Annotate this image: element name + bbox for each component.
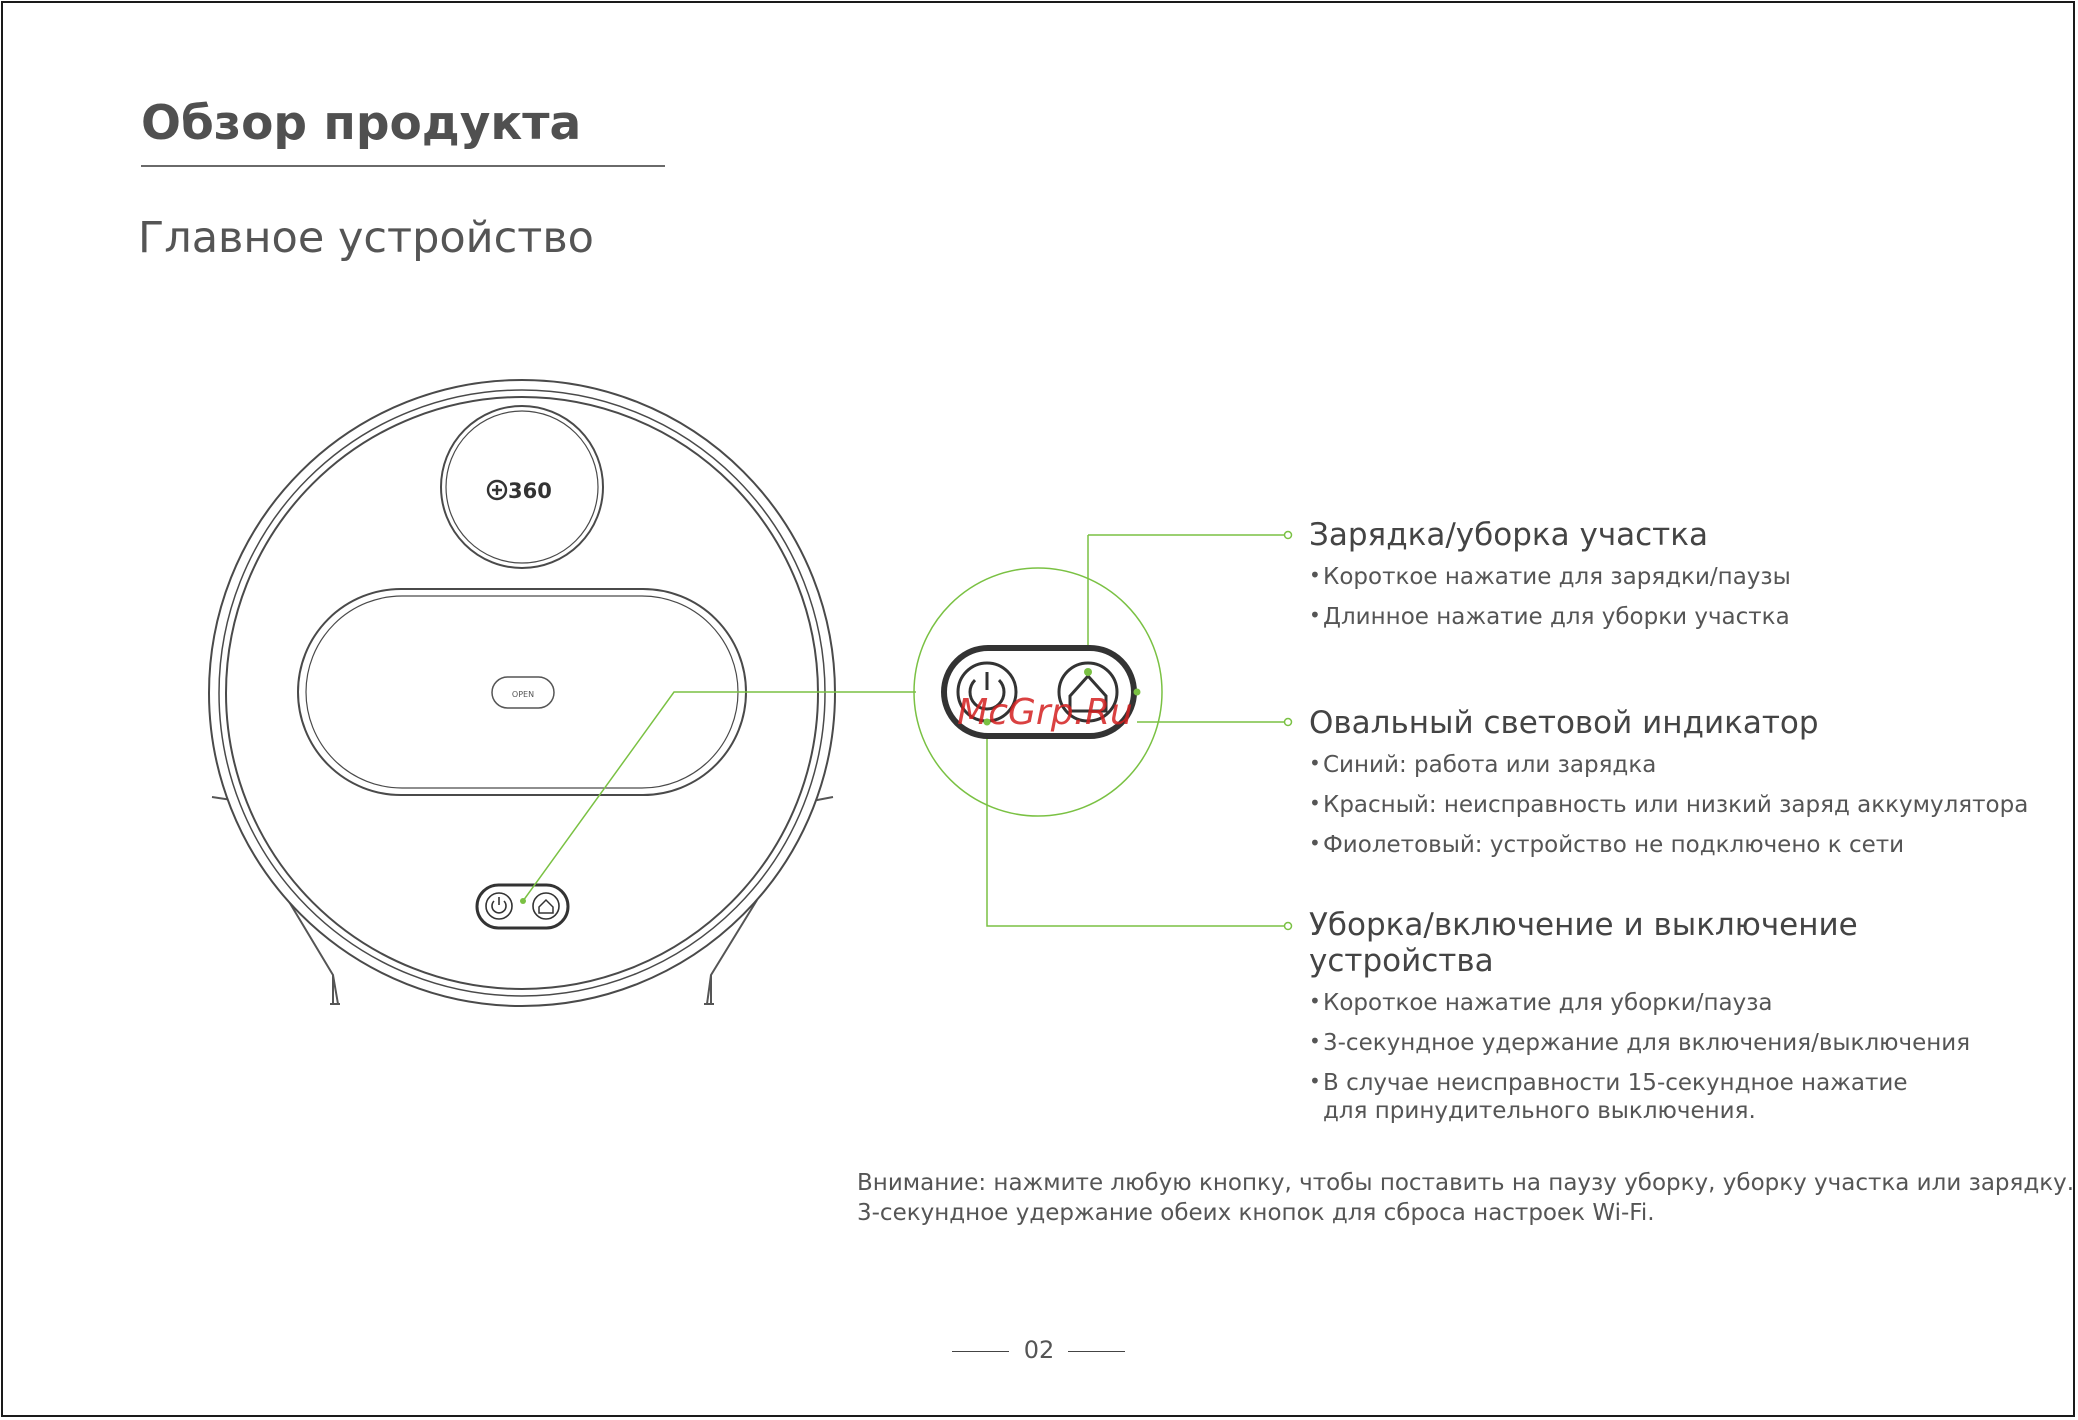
callout-list — [1309, 751, 2028, 859]
list-item: • В случае неисправности 15-секундное нажатие для принудительного выключения. — [1309, 1069, 1943, 1127]
callout-heading: Зарядка/уборка участка — [1309, 517, 1708, 553]
indicator-dot — [1134, 689, 1141, 696]
callout-list — [1309, 989, 2029, 1126]
robot-button-panel — [477, 885, 568, 928]
list-item: • Красный: неисправность или низкий заряд аккумулятора — [1309, 791, 2028, 820]
list-item: • Короткое нажатие для зарядки/паузы — [1309, 563, 1791, 592]
attention-note — [857, 1168, 2074, 1228]
callout-heading: Овальный световой индикатор — [1309, 705, 1819, 741]
callout-heading: Уборка/включение и выключение устройства — [1309, 907, 1858, 979]
callout-oval-indicator — [1309, 705, 2028, 870]
page-title: Обзор продукта — [141, 96, 582, 151]
list-item: • Фиолетовый: устройство не подключено к сети — [1309, 831, 2028, 860]
watermark: McGrp.Ru — [957, 692, 1133, 733]
list-item: • Синий: работа или зарядка — [1309, 751, 2028, 780]
list-item: • 3-секундное удержание для включения/выключения — [1309, 1029, 2029, 1058]
section-subtitle: Главное устройство — [138, 213, 594, 263]
open-label: OPEN — [511, 690, 535, 699]
note-line-2: 3-секундное удержание обеих кнопок для сброса настроек Wi-Fi. — [857, 1200, 1655, 1226]
list-item: • Короткое нажатие для уборки/пауза — [1309, 989, 2029, 1018]
page-number-rule-right — [1068, 1351, 1125, 1352]
callout-list — [1309, 563, 1791, 632]
note-line-1: Внимание: нажмите любую кнопку, чтобы поставить на паузу уборку, уборку участка или зарядку. — [857, 1170, 2075, 1196]
callout-charge-spot — [1309, 517, 1791, 643]
callout-clean-power — [1309, 907, 2029, 1137]
leader-endpoints — [1285, 532, 1292, 930]
brand-logo-text: 360 — [508, 479, 552, 503]
page-number: 02 — [1023, 1336, 1055, 1364]
list-item: • Длинное нажатие для уборки участка — [1309, 603, 1791, 632]
lidar-turret — [441, 406, 603, 568]
